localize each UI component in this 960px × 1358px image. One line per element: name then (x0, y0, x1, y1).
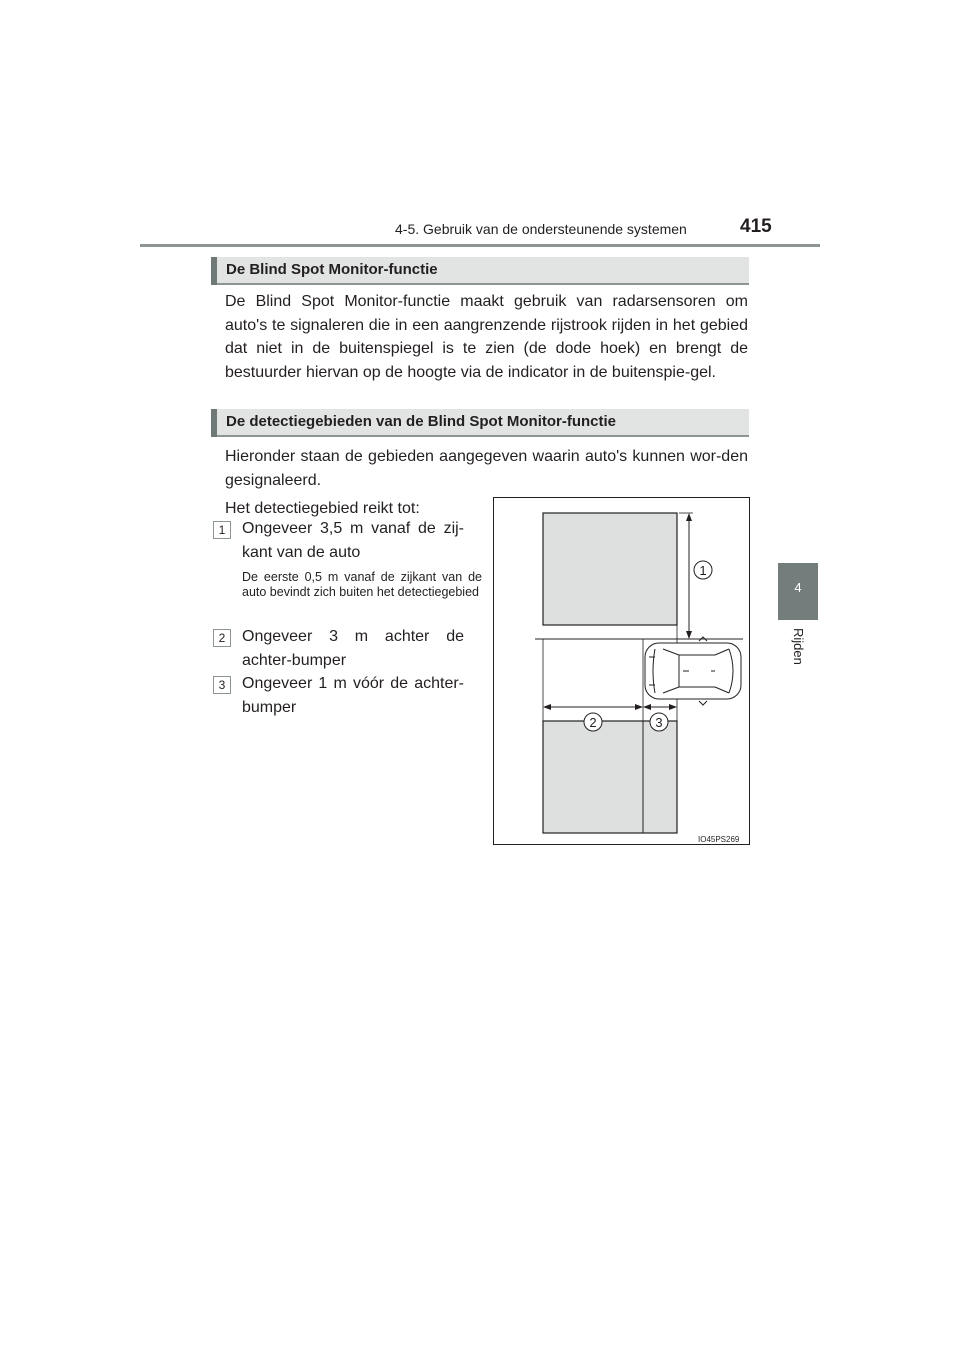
page-number: 415 (740, 216, 772, 237)
section-body: De Blind Spot Monitor-functie maakt gebruik van radarsensoren om auto's te signaleren die in een aangrenzende rijstrook rijden in het gebied dat niet in de buitenspiegel is te zien (de dode hoek) en brengt de bestuurder hiervan op de hoogte via de indicator in de buitenspie-gel. (225, 293, 748, 381)
item-number-3: 3 (213, 676, 231, 694)
detection-area-diagram (493, 497, 750, 845)
detection-intro: Hieronder staan de gebieden aangegeven waarin auto's kunnen wor-den gesignaleerd. (225, 448, 748, 489)
item-number-1: 1 (213, 521, 231, 539)
section-title: De detectiegebieden van de Blind Spot Monitor-functie (226, 413, 617, 430)
figure-code: IO45PS269 (698, 835, 740, 844)
item-number-2: 2 (213, 629, 231, 647)
item-text-2: Ongeveer 3 m achter de achter-bumper (242, 628, 464, 669)
chapter-label (778, 628, 818, 678)
zone-rear (543, 721, 677, 833)
callout-3-label: 3 (655, 715, 663, 730)
item-text-1: Ongeveer 3,5 m vanaf de zij-kant van de auto (242, 520, 464, 561)
callout-1-label: 1 (699, 563, 707, 578)
item-note: De eerste 0,5 m vanaf de zijkant van de auto bevindt zich buiten het detectiegebied (242, 570, 482, 599)
callout-2-label: 2 (589, 715, 597, 730)
header-rule (140, 244, 820, 247)
chapter-label-text: Rijden (791, 628, 806, 665)
zone-side (543, 513, 677, 625)
car-icon (645, 637, 741, 705)
chapter-number: 4 (794, 580, 802, 595)
section-title: De Blind Spot Monitor-functie (226, 261, 438, 278)
section-header-detection (211, 409, 749, 437)
detection-area-figure (493, 497, 750, 845)
header-section-title: 4-5. Gebruik van de ondersteunende systemen (395, 221, 687, 237)
section-header-bar (211, 409, 217, 437)
detection-lead: Het detectiegebied reikt tot: (225, 500, 420, 517)
item-text-3: Ongeveer 1 m vóór de achter-bumper (242, 675, 464, 716)
section-header-blind-spot (211, 257, 749, 285)
section-header-bar (211, 257, 217, 285)
